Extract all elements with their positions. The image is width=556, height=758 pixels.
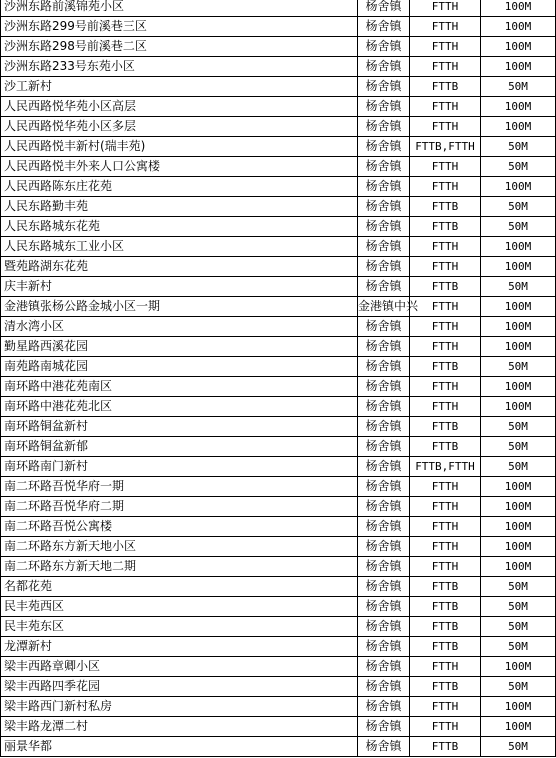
access-type-cell[interactable]: FTTB <box>410 357 481 377</box>
community-name-cell[interactable]: 人民东路城东花苑 <box>1 217 358 237</box>
access-type-cell[interactable]: FTTB,FTTH <box>410 457 481 477</box>
bandwidth-cell[interactable]: 50M <box>481 417 556 437</box>
table-row <box>1 597 556 617</box>
bandwidth-cell[interactable]: 50M <box>481 617 556 637</box>
bandwidth-cell[interactable]: 100M <box>481 97 556 117</box>
access-type-cell[interactable]: FTTH <box>410 717 481 737</box>
town-cell[interactable]: 杨舍镇 <box>358 417 410 437</box>
community-name-cell[interactable]: 南二环路吾悦华府一期 <box>1 477 358 497</box>
community-name-cell[interactable]: 沙洲东路299号前溪巷三区 <box>1 17 358 37</box>
community-name-cell[interactable]: 名都花苑 <box>1 577 358 597</box>
table-row <box>1 357 556 377</box>
bandwidth-cell[interactable]: 50M <box>481 577 556 597</box>
table-row <box>1 637 556 657</box>
bandwidth-cell[interactable]: 50M <box>481 277 556 297</box>
table-row <box>1 417 556 437</box>
access-type-cell[interactable]: FTTH <box>410 477 481 497</box>
access-type-cell[interactable]: FTTH <box>410 657 481 677</box>
access-type-cell[interactable]: FTTB <box>410 597 481 617</box>
community-name-cell[interactable]: 梁丰路龙潭二村 <box>1 717 358 737</box>
community-name-cell[interactable]: 勤星路西溪花园 <box>1 337 358 357</box>
community-name-cell[interactable]: 人民东路城东工业小区 <box>1 237 358 257</box>
access-type-cell[interactable]: FTTH <box>410 557 481 577</box>
access-type-cell[interactable]: FTTH <box>410 177 481 197</box>
community-name-cell[interactable]: 南苑路南城花园 <box>1 357 358 377</box>
table-row <box>1 97 556 117</box>
table-row <box>1 397 556 417</box>
access-type-cell[interactable]: FTTH <box>410 397 481 417</box>
town-cell[interactable]: 杨舍镇 <box>358 677 410 697</box>
table-row <box>1 57 556 77</box>
access-type-cell[interactable]: FTTH <box>410 237 481 257</box>
access-type-cell[interactable]: FTTB <box>410 417 481 437</box>
town-cell[interactable]: 杨舍镇 <box>358 637 410 657</box>
bandwidth-cell[interactable]: 100M <box>481 257 556 277</box>
access-type-cell[interactable]: FTTB <box>410 277 481 297</box>
bandwidth-cell[interactable]: 100M <box>481 17 556 37</box>
access-type-cell[interactable]: FTTH <box>410 697 481 717</box>
town-cell[interactable]: 杨舍镇 <box>358 57 410 77</box>
town-cell[interactable]: 杨舍镇 <box>358 397 410 417</box>
community-name-cell[interactable]: 人民西路悦丰外来人口公寓楼 <box>1 157 358 177</box>
community-name-cell[interactable]: 南二环路东方新天地小区 <box>1 537 358 557</box>
community-name-cell[interactable]: 南环路铜盆新村 <box>1 417 358 437</box>
access-type-cell[interactable]: FTTH <box>410 37 481 57</box>
community-name-cell[interactable]: 南环路铜盆新郁 <box>1 437 358 457</box>
table-row <box>1 197 556 217</box>
table-row <box>1 17 556 37</box>
community-name-cell[interactable]: 龙潭新村 <box>1 637 358 657</box>
community-name-cell[interactable]: 人民西路陈东庄花苑 <box>1 177 358 197</box>
access-type-cell[interactable]: FTTH <box>410 537 481 557</box>
bandwidth-cell[interactable]: 100M <box>481 397 556 417</box>
table-row <box>1 737 556 757</box>
bandwidth-cell[interactable]: 100M <box>481 717 556 737</box>
town-cell[interactable]: 杨舍镇 <box>358 617 410 637</box>
table-row <box>1 277 556 297</box>
town-cell[interactable]: 杨舍镇 <box>358 77 410 97</box>
town-cell[interactable]: 杨舍镇 <box>358 197 410 217</box>
table-row <box>1 157 556 177</box>
table-row <box>1 137 556 157</box>
bandwidth-cell[interactable]: 50M <box>481 737 556 757</box>
access-type-cell[interactable]: FTTB <box>410 617 481 637</box>
access-type-cell[interactable]: FTTB,FTTH <box>410 137 481 157</box>
community-name-cell[interactable]: 人民西路悦华苑小区高层 <box>1 97 358 117</box>
community-name-cell[interactable]: 沙工新村 <box>1 77 358 97</box>
table-row <box>1 297 556 317</box>
bandwidth-cell[interactable]: 50M <box>481 137 556 157</box>
access-type-cell[interactable]: FTTB <box>410 197 481 217</box>
town-cell[interactable]: 杨舍镇 <box>358 37 410 57</box>
bandwidth-cell[interactable]: 100M <box>481 237 556 257</box>
town-cell[interactable]: 杨舍镇 <box>358 737 410 757</box>
town-cell[interactable]: 杨舍镇 <box>358 257 410 277</box>
table-row <box>1 617 556 637</box>
community-name-cell[interactable]: 人民西路悦丰新村(瑞丰苑) <box>1 137 358 157</box>
table-row <box>1 117 556 137</box>
access-type-cell[interactable]: FTTB <box>410 437 481 457</box>
access-type-cell[interactable]: FTTB <box>410 577 481 597</box>
town-cell[interactable]: 杨舍镇 <box>358 357 410 377</box>
bandwidth-cell[interactable]: 50M <box>481 457 556 477</box>
bandwidth-cell[interactable]: 50M <box>481 217 556 237</box>
bandwidth-cell[interactable]: 100M <box>481 537 556 557</box>
community-name-cell[interactable]: 梁丰路西门新村私房 <box>1 697 358 717</box>
town-cell[interactable]: 金港镇中兴 <box>358 297 410 317</box>
town-cell[interactable]: 杨舍镇 <box>358 337 410 357</box>
community-name-cell[interactable]: 梁丰西路四季花园 <box>1 677 358 697</box>
table-row <box>1 477 556 497</box>
access-type-cell[interactable]: FTTH <box>410 257 481 277</box>
access-type-cell[interactable]: FTTH <box>410 157 481 177</box>
bandwidth-cell[interactable]: 50M <box>481 597 556 617</box>
community-name-cell[interactable]: 南环路中港花苑南区 <box>1 377 358 397</box>
town-cell[interactable]: 杨舍镇 <box>358 477 410 497</box>
table-body <box>1 0 556 757</box>
table-row <box>1 457 556 477</box>
table-row <box>1 497 556 517</box>
bandwidth-cell[interactable]: 100M <box>481 117 556 137</box>
town-cell[interactable]: 杨舍镇 <box>358 497 410 517</box>
access-type-cell[interactable]: FTTB <box>410 77 481 97</box>
access-type-cell[interactable]: FTTH <box>410 0 481 17</box>
table-row <box>1 0 556 17</box>
town-cell[interactable]: 杨舍镇 <box>358 517 410 537</box>
access-type-cell[interactable]: FTTH <box>410 497 481 517</box>
access-type-cell[interactable]: FTTH <box>410 117 481 137</box>
community-name-cell[interactable]: 南环路南门新村 <box>1 457 358 477</box>
community-name-cell[interactable]: 南环路中港花苑北区 <box>1 397 358 417</box>
town-cell[interactable]: 杨舍镇 <box>358 277 410 297</box>
town-cell[interactable]: 杨舍镇 <box>358 117 410 137</box>
town-cell[interactable]: 杨舍镇 <box>358 557 410 577</box>
table-row <box>1 77 556 97</box>
table-row <box>1 517 556 537</box>
community-name-cell[interactable]: 南二环路吾悦华府二期 <box>1 497 358 517</box>
bandwidth-cell[interactable]: 100M <box>481 557 556 577</box>
access-type-cell[interactable]: FTTH <box>410 297 481 317</box>
bandwidth-cell[interactable]: 50M <box>481 357 556 377</box>
table-row <box>1 557 556 577</box>
town-cell[interactable]: 杨舍镇 <box>358 137 410 157</box>
community-name-cell[interactable]: 沙洲东路233号东苑小区 <box>1 57 358 77</box>
town-cell[interactable]: 杨舍镇 <box>358 157 410 177</box>
town-cell[interactable]: 杨舍镇 <box>358 577 410 597</box>
town-cell[interactable]: 杨舍镇 <box>358 237 410 257</box>
bandwidth-cell[interactable]: 100M <box>481 657 556 677</box>
bandwidth-cell[interactable]: 100M <box>481 297 556 317</box>
town-cell[interactable]: 杨舍镇 <box>358 317 410 337</box>
bandwidth-cell[interactable]: 100M <box>481 37 556 57</box>
table-row <box>1 537 556 557</box>
access-type-cell[interactable]: FTTH <box>410 337 481 357</box>
table-row <box>1 677 556 697</box>
town-cell[interactable]: 杨舍镇 <box>358 377 410 397</box>
access-type-cell[interactable]: FTTH <box>410 97 481 117</box>
table-row <box>1 717 556 737</box>
town-cell[interactable]: 杨舍镇 <box>358 177 410 197</box>
bandwidth-cell[interactable]: 50M <box>481 677 556 697</box>
bandwidth-cell[interactable]: 100M <box>481 517 556 537</box>
bandwidth-cell[interactable]: 100M <box>481 377 556 397</box>
bandwidth-cell[interactable]: 100M <box>481 317 556 337</box>
table-row <box>1 177 556 197</box>
community-name-cell[interactable]: 人民东路勤丰苑 <box>1 197 358 217</box>
table-row <box>1 217 556 237</box>
community-name-cell[interactable]: 庆丰新村 <box>1 277 358 297</box>
community-name-cell[interactable]: 南二环路吾悦公寓楼 <box>1 517 358 537</box>
community-name-cell[interactable]: 民丰苑东区 <box>1 617 358 637</box>
bandwidth-cell[interactable]: 100M <box>481 697 556 717</box>
table-row <box>1 697 556 717</box>
access-type-cell[interactable]: FTTB <box>410 217 481 237</box>
community-name-cell[interactable]: 沙洲东路298号前溪巷二区 <box>1 37 358 57</box>
town-cell[interactable]: 杨舍镇 <box>358 437 410 457</box>
community-name-cell[interactable]: 南二环路东方新天地二期 <box>1 557 358 577</box>
town-cell[interactable]: 杨舍镇 <box>358 0 410 17</box>
bandwidth-cell[interactable]: 100M <box>481 0 556 17</box>
bandwidth-cell[interactable]: 100M <box>481 337 556 357</box>
community-name-cell[interactable]: 金港镇张杨公路金城小区一期 <box>1 297 358 317</box>
town-cell[interactable]: 杨舍镇 <box>358 17 410 37</box>
access-type-cell[interactable]: FTTH <box>410 317 481 337</box>
community-name-cell[interactable]: 暨苑路湖东花苑 <box>1 257 358 277</box>
table-row <box>1 257 556 277</box>
bandwidth-cell[interactable]: 50M <box>481 437 556 457</box>
bandwidth-cell[interactable]: 50M <box>481 197 556 217</box>
town-cell[interactable]: 杨舍镇 <box>358 717 410 737</box>
bandwidth-cell[interactable]: 50M <box>481 637 556 657</box>
town-cell[interactable]: 杨舍镇 <box>358 537 410 557</box>
town-cell[interactable]: 杨舍镇 <box>358 657 410 677</box>
table-row <box>1 237 556 257</box>
town-cell[interactable]: 杨舍镇 <box>358 597 410 617</box>
access-type-cell[interactable]: FTTB <box>410 637 481 657</box>
bandwidth-cell[interactable]: 100M <box>481 177 556 197</box>
bandwidth-cell[interactable]: 100M <box>481 477 556 497</box>
access-type-cell[interactable]: FTTB <box>410 737 481 757</box>
town-cell[interactable]: 杨舍镇 <box>358 457 410 477</box>
bandwidth-cell[interactable]: 100M <box>481 57 556 77</box>
community-name-cell[interactable]: 人民西路悦华苑小区多层 <box>1 117 358 137</box>
table-row <box>1 317 556 337</box>
community-name-cell[interactable]: 沙洲东路前溪锦苑小区 <box>1 0 358 17</box>
bandwidth-cell[interactable]: 50M <box>481 157 556 177</box>
table-row <box>1 37 556 57</box>
town-cell[interactable]: 杨舍镇 <box>358 97 410 117</box>
access-type-cell[interactable]: FTTB <box>410 677 481 697</box>
bandwidth-cell[interactable]: 100M <box>481 497 556 517</box>
table-row <box>1 337 556 357</box>
table-row <box>1 657 556 677</box>
table-row <box>1 437 556 457</box>
access-type-cell[interactable]: FTTH <box>410 517 481 537</box>
town-cell[interactable]: 杨舍镇 <box>358 217 410 237</box>
community-name-cell[interactable]: 丽景华都 <box>1 737 358 757</box>
table-row <box>1 377 556 397</box>
town-cell[interactable]: 杨舍镇 <box>358 697 410 717</box>
community-name-cell[interactable]: 民丰苑西区 <box>1 597 358 617</box>
community-name-cell[interactable]: 梁丰西路章卿小区 <box>1 657 358 677</box>
access-type-cell[interactable]: FTTH <box>410 57 481 77</box>
access-type-cell[interactable]: FTTH <box>410 17 481 37</box>
table-row <box>1 577 556 597</box>
community-name-cell[interactable]: 清水湾小区 <box>1 317 358 337</box>
access-type-cell[interactable]: FTTH <box>410 377 481 397</box>
bandwidth-cell[interactable]: 50M <box>481 77 556 97</box>
